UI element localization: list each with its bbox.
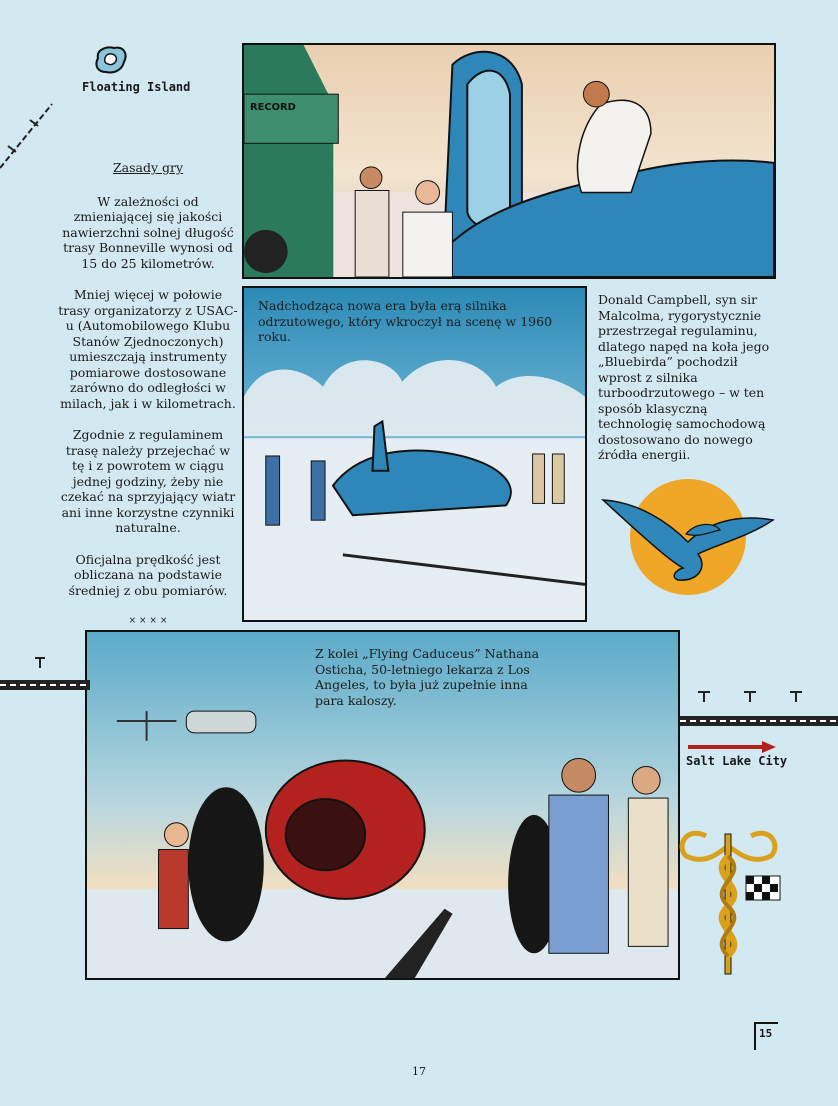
corner-mark bbox=[754, 1022, 778, 1050]
road-line-top-left bbox=[0, 100, 60, 170]
bluebird-emblem-icon bbox=[598, 462, 778, 602]
road-line-left bbox=[0, 650, 90, 700]
rules-paragraph-2: Mniej więcej w połowie trasy organizatorzy z USAC-u (Automobilowego Klubu Stanów Zjednoczonych) umieszczają instrumenty pomiarowe dostosowane zarówno do odległości w milach, jak i w kilometrach. bbox=[58, 287, 238, 411]
rules-paragraph-1: W zależności od zmieniającej się jakości nawierzchni solnej długość trasy Bonneville wynosi od 15 do 25 kilometrów. bbox=[62, 193, 234, 271]
panel-1-illustration bbox=[244, 45, 774, 277]
road-line-right bbox=[680, 686, 838, 746]
panel-bluebird-jet-car bbox=[242, 286, 587, 622]
rules-title: Zasady gry bbox=[112, 160, 184, 175]
rules-paragraph-4: Oficjalna prędkość jest obliczana na podstawie średniej z obu pomiarów. bbox=[68, 551, 228, 598]
panel-flying-caduceus bbox=[85, 630, 680, 980]
island-icon bbox=[92, 44, 132, 80]
panel-2-caption: Nadchodząca nowa era była erą silnika odrzutowego, który wkroczył na scenę w 1960 roku. bbox=[258, 298, 553, 344]
panel-3-caption: Z kolei „Flying Caduceus” Nathana Osticha, 50-letniego lekarza z Los Angeles, to była już zupełnie inna para kaloszy. bbox=[315, 646, 540, 708]
campbell-text-block: Donald Campbell, syn sir Malcolma, rygorystycznie przestrzegał regulaminu, dlatego napęd na koła jego „Bluebirda” pochodził wprost z silnika turboodrzutowego – w ten sposób klasyczną technologię samochodową dostosowano do nowego źródła energii. bbox=[598, 292, 770, 462]
page-number: 17 bbox=[412, 1065, 426, 1078]
logo-label: Floating Island bbox=[82, 80, 191, 94]
panel-campbell-bluebird bbox=[242, 43, 776, 279]
road-sign-label: Salt Lake City bbox=[686, 754, 788, 768]
rules-text-block bbox=[58, 160, 238, 646]
section-separator: × × × × bbox=[128, 616, 168, 626]
truck-sign: RECORD bbox=[249, 101, 296, 113]
rules-paragraph-3: Zgodnie z regulaminem trasę należy przejechać w tę i z powrotem w ciągu jednej godziny, żeby nie czekać na sprzyjający wiatr ani inne korzystne czynniki naturalne. bbox=[60, 427, 236, 535]
floating-island-logo bbox=[80, 44, 190, 100]
corner-mark-number: 15 bbox=[759, 1027, 773, 1040]
arrow-right-icon bbox=[686, 740, 778, 754]
caduceus-icon bbox=[676, 826, 786, 976]
